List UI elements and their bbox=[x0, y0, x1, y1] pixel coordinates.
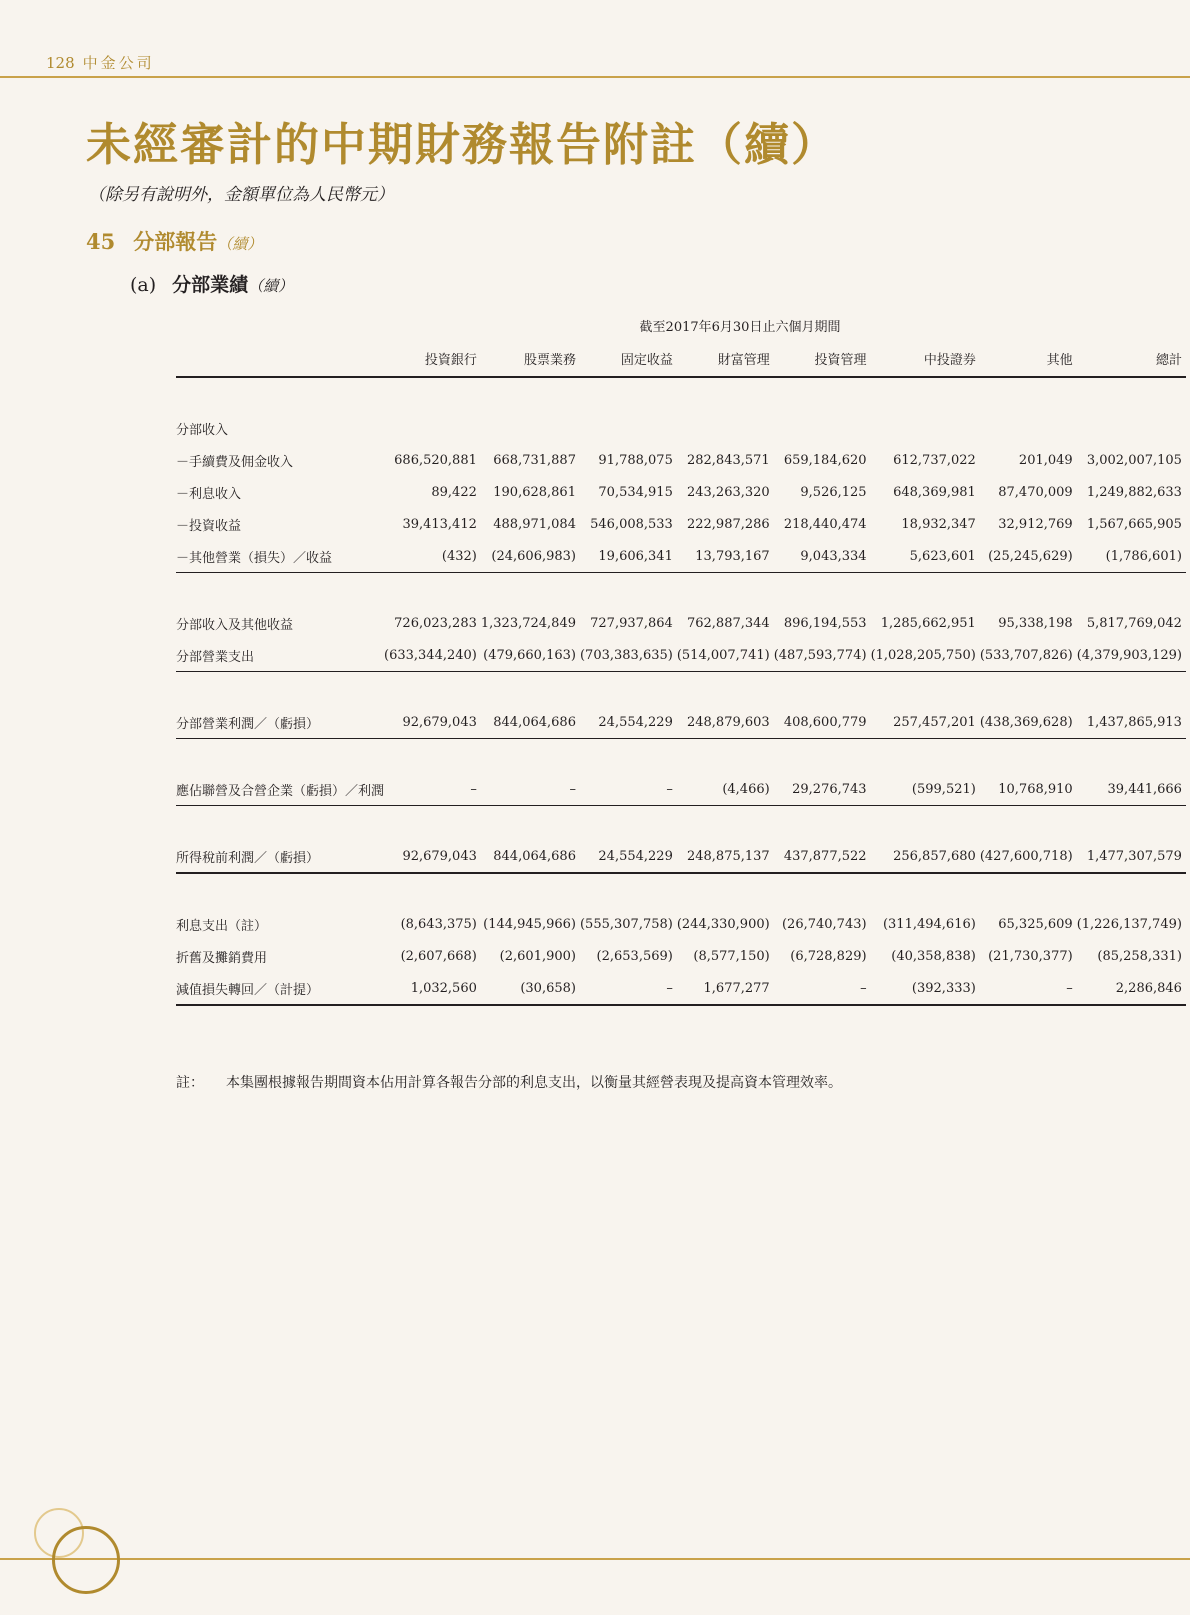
cell-value: 256,857,680 bbox=[871, 840, 980, 873]
cell-value: (514,007,741) bbox=[677, 639, 774, 672]
section-heading bbox=[86, 226, 262, 256]
cell-value: (555,307,758) bbox=[579, 916, 673, 932]
col-header: 股票業務 bbox=[481, 340, 580, 377]
cell-value: 659,184,620 bbox=[783, 452, 867, 468]
table-row bbox=[176, 639, 1186, 672]
subsection-heading bbox=[130, 270, 293, 297]
cell-value: (25,245,629) bbox=[980, 540, 1077, 573]
cell-value: 726,023,283 bbox=[394, 615, 477, 631]
table-period: 截至2017年6月30日止六個月期間 bbox=[639, 320, 841, 335]
cell-value: 29,276,743 bbox=[774, 773, 871, 806]
col-header: 財富管理 bbox=[677, 340, 774, 377]
table-row bbox=[176, 476, 1186, 508]
cell-value: (30,658) bbox=[481, 972, 580, 1005]
cell-value: (1,226,137,749) bbox=[1076, 916, 1182, 932]
section-cont: （續） bbox=[217, 235, 263, 253]
segment-results-table bbox=[176, 340, 1186, 1006]
col-header: 投資管理 bbox=[774, 340, 871, 377]
cell-value: (4,466) bbox=[677, 773, 774, 806]
row-label: －手續費及佣金收入 bbox=[176, 454, 294, 470]
cell-value: 243,263,320 bbox=[686, 484, 770, 500]
cell-value: 32,912,769 bbox=[998, 516, 1073, 532]
cell-value: (633,344,240) bbox=[384, 639, 481, 672]
cell-value: (2,607,668) bbox=[400, 948, 477, 964]
cell-value: 1,249,882,633 bbox=[1086, 484, 1182, 500]
footnote bbox=[176, 1072, 842, 1092]
cell-value: (438,369,628) bbox=[980, 706, 1077, 739]
cell-value: 201,049 bbox=[1018, 452, 1073, 468]
top-divider bbox=[0, 76, 1190, 78]
row-label: 應佔聯營及合營企業（虧損）／利潤 bbox=[176, 773, 384, 806]
cell-value: 844,064,686 bbox=[481, 840, 580, 873]
cell-value: 5,623,601 bbox=[871, 540, 980, 573]
cell-value: 488,971,084 bbox=[493, 516, 576, 532]
cell-value: (8,577,150) bbox=[693, 948, 770, 964]
cell-value: 87,470,009 bbox=[998, 484, 1073, 500]
cell-value: 648,369,981 bbox=[893, 484, 976, 500]
cell-value: 218,440,474 bbox=[783, 516, 867, 532]
row-label: 減值損失轉回／（計提） bbox=[176, 972, 384, 1005]
table-row bbox=[176, 972, 1186, 1005]
col-header: 總計 bbox=[1077, 340, 1186, 377]
table-row bbox=[176, 908, 1186, 940]
section-number: 45 bbox=[86, 229, 116, 254]
cell-value: (432) bbox=[384, 540, 481, 573]
cell-value: – bbox=[580, 972, 677, 1005]
cell-value: (427,600,718) bbox=[980, 840, 1077, 873]
row-label: 分部收入及其他收益 bbox=[176, 617, 294, 633]
subsection-label: (a) bbox=[130, 274, 157, 296]
cell-value: – bbox=[481, 773, 580, 806]
cell-value: (1,028,205,750) bbox=[871, 639, 980, 672]
cell-value: (533,707,826) bbox=[980, 639, 1077, 672]
section-title: 分部報告 bbox=[133, 229, 218, 254]
group-label-row bbox=[176, 412, 1186, 444]
cell-value: – bbox=[980, 972, 1077, 1005]
page-header bbox=[46, 52, 155, 73]
cell-value: (6,728,829) bbox=[790, 948, 867, 964]
cell-value: (1,786,601) bbox=[1077, 540, 1186, 573]
cell-value: 3,002,007,105 bbox=[1086, 452, 1182, 468]
cell-value: – bbox=[384, 773, 481, 806]
cell-value: (4,379,903,129) bbox=[1077, 639, 1186, 672]
cell-value: 546,008,533 bbox=[590, 516, 673, 532]
cell-value: 1,677,277 bbox=[677, 972, 774, 1005]
cell-value: (703,383,635) bbox=[580, 639, 677, 672]
cell-value: 1,323,724,849 bbox=[480, 615, 576, 631]
cell-value: (487,593,774) bbox=[774, 639, 871, 672]
cell-value: 1,567,665,905 bbox=[1086, 516, 1182, 532]
cell-value: 18,932,347 bbox=[901, 516, 976, 532]
cell-value: 612,737,022 bbox=[893, 452, 976, 468]
cell-value: 13,793,167 bbox=[677, 540, 774, 573]
cell-value: 896,194,553 bbox=[783, 615, 867, 631]
cell-value: 39,441,666 bbox=[1077, 773, 1186, 806]
cell-value: 1,477,307,579 bbox=[1077, 840, 1186, 873]
cell-value: 65,325,609 bbox=[998, 916, 1073, 932]
cell-value: 257,457,201 bbox=[871, 706, 980, 739]
cell-value: 5,817,769,042 bbox=[1086, 615, 1182, 631]
company-name: 中金公司 bbox=[82, 54, 155, 72]
cell-value: 727,937,864 bbox=[590, 615, 673, 631]
header-blank bbox=[176, 340, 384, 377]
decorative-circle-icon bbox=[52, 1526, 120, 1594]
cell-value: 95,338,198 bbox=[998, 615, 1073, 631]
page-title: 未經審計的中期財務報告附註（續） bbox=[86, 118, 839, 171]
cell-value: 24,554,229 bbox=[580, 706, 677, 739]
page-number: 128 bbox=[46, 54, 75, 72]
cell-value: 408,600,779 bbox=[774, 706, 871, 739]
cell-value: (40,358,838) bbox=[891, 948, 976, 964]
col-header: 固定收益 bbox=[580, 340, 677, 377]
cell-value: 10,768,910 bbox=[980, 773, 1077, 806]
cell-value: 248,875,137 bbox=[677, 840, 774, 873]
table-row bbox=[176, 540, 1186, 573]
cell-value: – bbox=[774, 972, 871, 1005]
cell-value: – bbox=[580, 773, 677, 806]
cell-value: (311,494,616) bbox=[882, 916, 976, 932]
cell-value: 282,843,571 bbox=[686, 452, 770, 468]
cell-value: (244,330,900) bbox=[676, 916, 770, 932]
table-row bbox=[176, 706, 1186, 739]
cell-value: 24,554,229 bbox=[580, 840, 677, 873]
bottom-divider bbox=[0, 1558, 1190, 1560]
cell-value: (26,740,743) bbox=[781, 916, 867, 932]
cell-value: 190,628,861 bbox=[493, 484, 576, 500]
cell-value: (599,521) bbox=[871, 773, 980, 806]
cell-value: 9,043,334 bbox=[774, 540, 871, 573]
row-label: 分部營業利潤／（虧損） bbox=[176, 706, 384, 739]
col-header: 投資銀行 bbox=[384, 340, 481, 377]
cell-value: 248,879,603 bbox=[677, 706, 774, 739]
cell-value: 1,437,865,913 bbox=[1077, 706, 1186, 739]
cell-value: (24,606,983) bbox=[481, 540, 580, 573]
cell-value: 686,520,881 bbox=[394, 452, 477, 468]
cell-value: 762,887,344 bbox=[686, 615, 770, 631]
subsection-title: 分部業績 bbox=[172, 274, 249, 296]
cell-value: (2,653,569) bbox=[596, 948, 673, 964]
cell-value: 19,606,341 bbox=[580, 540, 677, 573]
cell-value: 89,422 bbox=[431, 484, 477, 500]
row-label: －投資收益 bbox=[176, 518, 242, 534]
cell-value: 39,413,412 bbox=[402, 516, 477, 532]
row-label: －利息收入 bbox=[176, 486, 242, 502]
table-row bbox=[176, 940, 1186, 972]
cell-value: 1,285,662,951 bbox=[880, 615, 976, 631]
row-label: 所得稅前利潤／（虧損） bbox=[176, 840, 384, 873]
table-row bbox=[176, 444, 1186, 476]
table-row bbox=[176, 607, 1186, 639]
cell-value: 1,032,560 bbox=[384, 972, 481, 1005]
cell-value: 92,679,043 bbox=[384, 840, 481, 873]
table-row bbox=[176, 840, 1186, 873]
cell-value: (85,258,331) bbox=[1097, 948, 1182, 964]
footnote-key: 註： bbox=[176, 1075, 204, 1091]
cell-value: 437,877,522 bbox=[774, 840, 871, 873]
cell-value: 91,788,075 bbox=[598, 452, 673, 468]
cell-value: (144,945,966) bbox=[483, 916, 576, 932]
table-header-row bbox=[176, 340, 1186, 377]
row-label: 折舊及攤銷費用 bbox=[176, 950, 268, 966]
cell-value: (21,730,377) bbox=[988, 948, 1073, 964]
cell-value: (2,601,900) bbox=[499, 948, 576, 964]
page-subtitle: （除另有說明外，金額單位為人民幣元） bbox=[88, 185, 394, 205]
subsection-cont: （續） bbox=[248, 277, 294, 295]
col-header: 中投證券 bbox=[871, 340, 980, 377]
cell-value: 9,526,125 bbox=[800, 484, 867, 500]
cell-value: 668,731,887 bbox=[493, 452, 576, 468]
cell-value: 92,679,043 bbox=[384, 706, 481, 739]
row-label: 利息支出（註） bbox=[176, 918, 268, 934]
cell-value: 70,534,915 bbox=[598, 484, 673, 500]
table-row bbox=[176, 773, 1186, 806]
cell-value: (8,643,375) bbox=[400, 916, 477, 932]
cell-value: 222,987,286 bbox=[686, 516, 770, 532]
cell-value: (479,660,163) bbox=[481, 639, 580, 672]
cell-value: 2,286,846 bbox=[1077, 972, 1186, 1005]
col-header: 其他 bbox=[980, 340, 1077, 377]
group-label: 分部收入 bbox=[176, 422, 229, 438]
table-row bbox=[176, 508, 1186, 540]
row-label: 分部營業支出 bbox=[176, 639, 384, 672]
row-label: －其他營業（損失）／收益 bbox=[176, 540, 384, 573]
footnote-text: 本集團根據報告期間資本佔用計算各報告分部的利息支出，以衡量其經營表現及提高資本管理效率。 bbox=[226, 1075, 842, 1091]
cell-value: 844,064,686 bbox=[481, 706, 580, 739]
cell-value: (392,333) bbox=[871, 972, 980, 1005]
